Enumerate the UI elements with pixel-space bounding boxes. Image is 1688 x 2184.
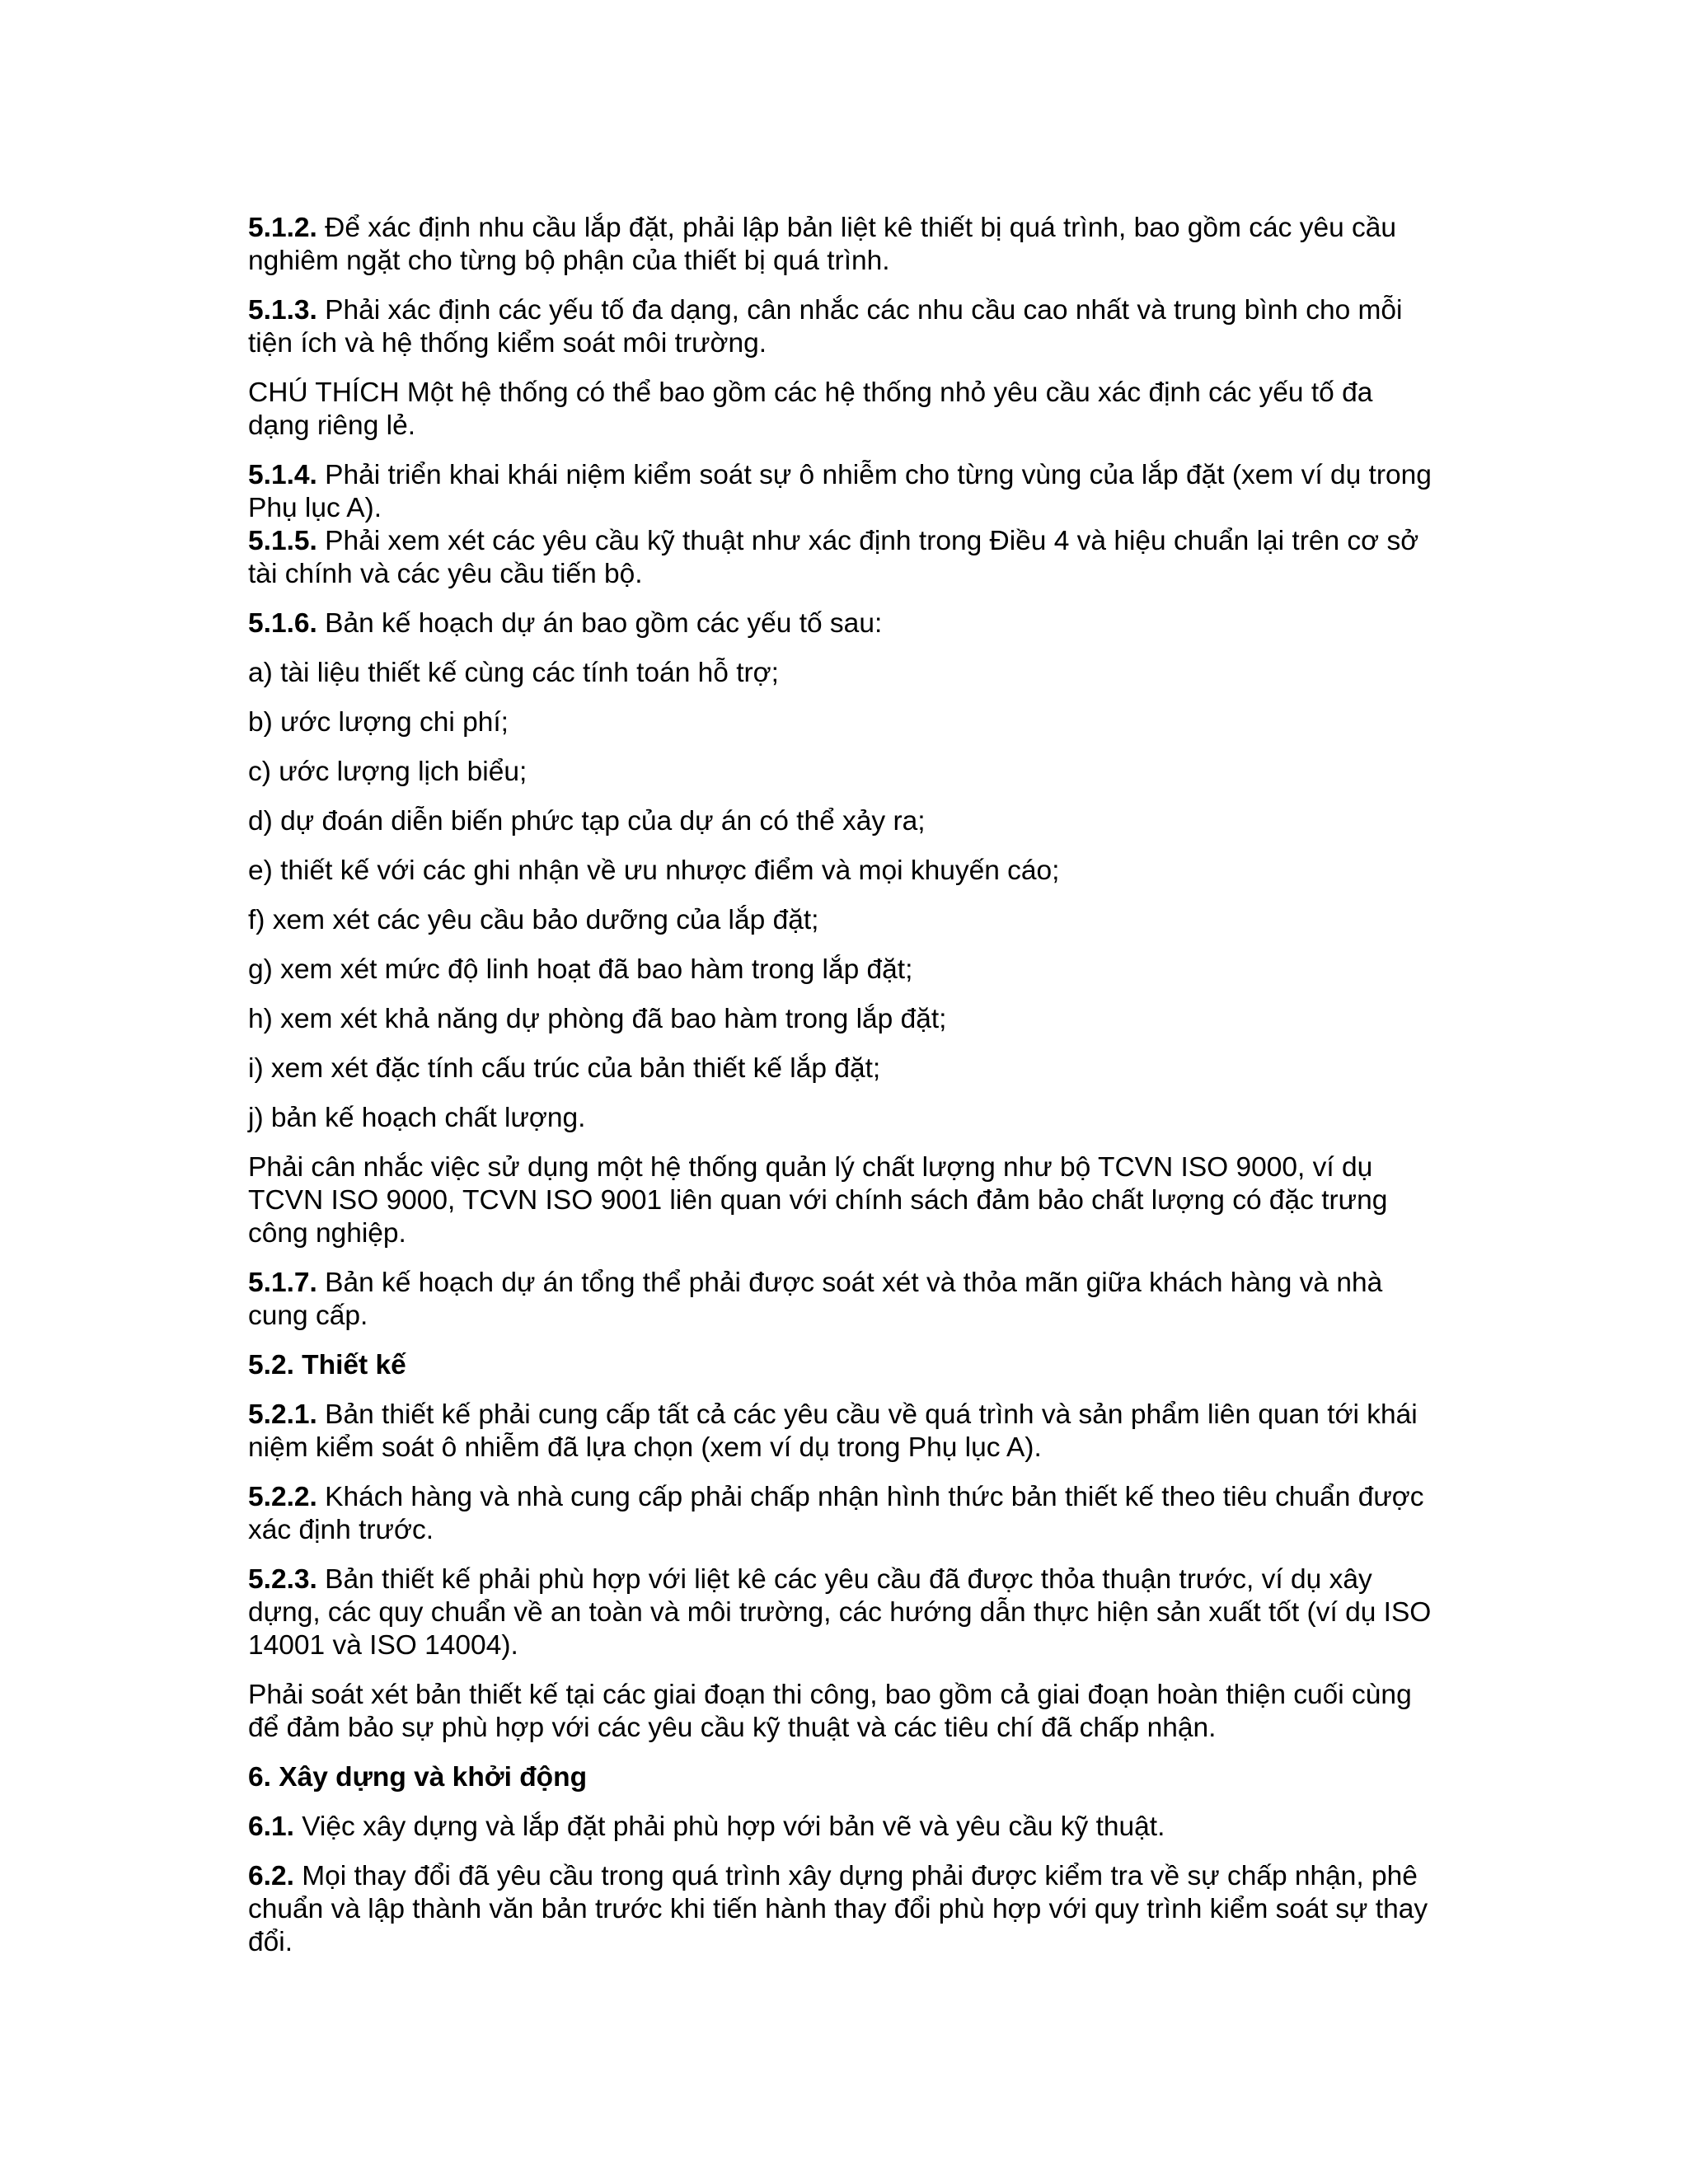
clause-5-2-2 xyxy=(248,1481,1435,1547)
clause-number: 5.2.3. xyxy=(248,1564,317,1595)
clause-number: 6.2. xyxy=(248,1861,294,1891)
clause-text: Bản kế hoạch dự án tổng thể phải được soát xét và thỏa mãn giữa khách hàng và nhà cung cấp. xyxy=(248,1268,1383,1331)
clause-text: Bản thiết kế phải phù hợp với liệt kê các yêu cầu đã được thỏa thuận trước, ví dụ xây dựng, các quy chuẩn về an toàn và môi trường, các hướng dẫn thực hiện sản xuất tốt (ví dụ ISO 14001 và ISO 14004). xyxy=(248,1564,1432,1661)
clause-text: Phải triển khai khái niệm kiểm soát sự ô nhiễm cho từng vùng của lắp đặt (xem ví dụ trong Phụ lục A). xyxy=(248,460,1432,523)
clause-text: Mọi thay đổi đã yêu cầu trong quá trình xây dựng phải được kiểm tra về sự chấp nhận, phê chuẩn và lập thành văn bản trước khi tiến hành thay đổi phù hợp với quy trình kiểm soát sự thay đổi. xyxy=(248,1861,1428,1957)
clause-number: 5.1.6. xyxy=(248,608,317,639)
list-item: d) dự đoán diễn biến phức tạp của dự án có thể xảy ra; xyxy=(248,806,926,837)
note-paragraph: CHÚ THÍCH Một hệ thống có thể bao gồm các hệ thống nhỏ yêu cầu xác định các yếu tố đa dạng riêng lẻ. xyxy=(248,377,1373,441)
iso-paragraph: Phải cân nhắc việc sử dụng một hệ thống quản lý chất lượng như bộ TCVN ISO 9000, ví dụ TCVN ISO 9000, TCVN ISO 9001 liên quan với chính sách đảm bảo chất lượng có đặc trưng công nghiệp. xyxy=(248,1152,1388,1249)
list-item: b) ước lượng chi phí; xyxy=(248,707,509,738)
clause-text: Bản thiết kế phải cung cấp tất cả các yêu cầu về quá trình và sản phẩm liên quan tới khái niệm kiểm soát ô nhiễm đã lựa chọn (xem ví dụ trong Phụ lục A). xyxy=(248,1399,1418,1463)
clause-6-2 xyxy=(248,1860,1435,1959)
clause-5-1-4 xyxy=(248,459,1435,525)
clause-number: 5.1.4. xyxy=(248,460,317,490)
section-heading-6: 6. Xây dựng và khởi động xyxy=(248,1762,588,1793)
list-item: i) xem xét đặc tính cấu trúc của bản thiết kế lắp đặt; xyxy=(248,1053,881,1084)
clause-text: Khách hàng và nhà cung cấp phải chấp nhận hình thức bản thiết kế theo tiêu chuẩn được xác định trước. xyxy=(248,1482,1424,1545)
list-item: j) bản kế hoạch chất lượng. xyxy=(248,1103,586,1133)
clause-number: 5.2.1. xyxy=(248,1399,317,1430)
document-body xyxy=(248,212,1435,1975)
clause-number: 5.1.3. xyxy=(248,295,317,326)
clause-5-1-2 xyxy=(248,212,1435,278)
list-item: f) xem xét các yêu cầu bảo dưỡng của lắp đặt; xyxy=(248,905,819,935)
clause-5-1-3 xyxy=(248,294,1435,360)
clause-number: 5.1.5. xyxy=(248,526,317,556)
clause-5-1-6 xyxy=(248,607,1435,640)
clause-5-2-1 xyxy=(248,1399,1435,1465)
list-item: e) thiết kế với các ghi nhận về ưu nhược điểm và mọi khuyến cáo; xyxy=(248,855,1060,886)
list-item: c) ước lượng lịch biểu; xyxy=(248,757,528,787)
clause-5-1-7 xyxy=(248,1267,1435,1333)
clause-text: Bản kế hoạch dự án bao gồm các yếu tố sau: xyxy=(316,608,883,639)
review-paragraph: Phải soát xét bản thiết kế tại các giai đoạn thi công, bao gồm cả giai đoạn hoàn thiện cuối cùng để đảm bảo sự phù hợp với các yêu cầu kỹ thuật và các tiêu chí đã chấp nhận. xyxy=(248,1680,1412,1743)
clause-text: Phải xác định các yếu tố đa dạng, cân nhắc các nhu cầu cao nhất và trung bình cho mỗi tiện ích và hệ thống kiểm soát môi trường. xyxy=(248,295,1403,359)
clause-number: 5.2.2. xyxy=(248,1482,317,1512)
clause-text: Để xác định nhu cầu lắp đặt, phải lập bản liệt kê thiết bị quá trình, bao gồm các yêu cầu nghiêm ngặt cho từng bộ phận của thiết bị quá trình. xyxy=(248,213,1397,276)
clause-number: 5.1.2. xyxy=(248,213,317,243)
clause-number: 5.1.7. xyxy=(248,1268,317,1298)
clause-5-2-3 xyxy=(248,1563,1435,1662)
list-item: h) xem xét khả năng dự phòng đã bao hàm trong lắp đặt; xyxy=(248,1004,947,1034)
section-heading-5-2: 5.2. Thiết kế xyxy=(248,1350,406,1380)
list-item: g) xem xét mức độ linh hoạt đã bao hàm trong lắp đặt; xyxy=(248,954,913,985)
clause-text: Phải xem xét các yêu cầu kỹ thuật như xác định trong Điều 4 và hiệu chuẩn lại trên cơ sở tài chính và các yêu cầu tiến bộ. xyxy=(248,526,1419,589)
list-item: a) tài liệu thiết kế cùng các tính toán hỗ trợ; xyxy=(248,658,779,688)
clause-6-1 xyxy=(248,1811,1435,1844)
clause-5-1-5 xyxy=(248,525,1435,591)
clause-text: Việc xây dựng và lắp đặt phải phù hợp với bản vẽ và yêu cầu kỹ thuật. xyxy=(293,1811,1165,1842)
clause-number: 6.1. xyxy=(248,1811,294,1842)
